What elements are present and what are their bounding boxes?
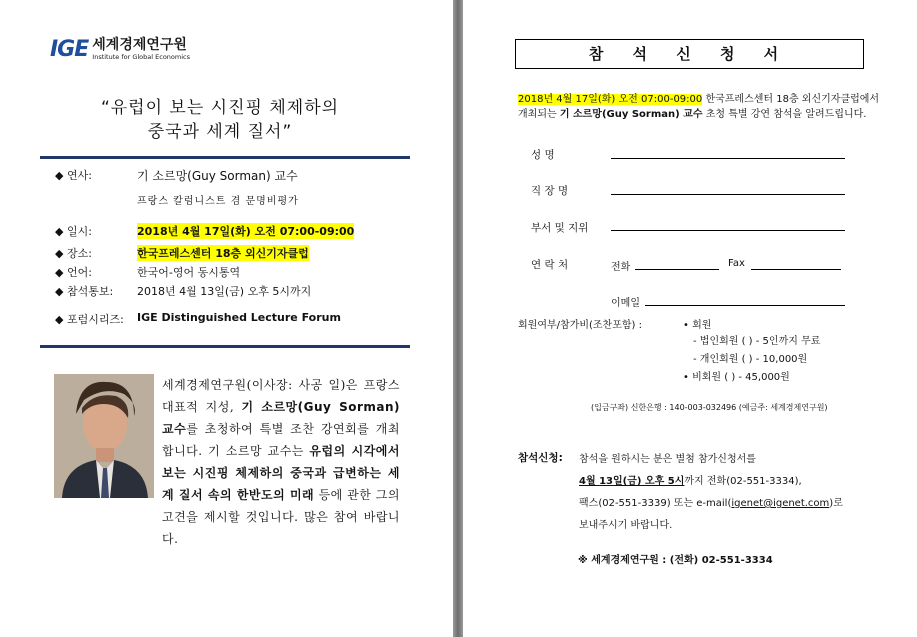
phone-label: 전화 (611, 262, 631, 273)
apply-line-3 (579, 494, 843, 509)
email-label: 이메일 (611, 298, 640, 309)
speaker-label: 연사: (66, 169, 92, 182)
title-line-2: 중국과 세계 질서” (147, 122, 293, 142)
rsvp-value: 2018년 4월 13일(금) 오후 5시까지 (137, 285, 312, 298)
name-field[interactable] (611, 158, 845, 159)
intro-speaker-bold: 기 소르망(Guy Sorman) 교수 (559, 109, 703, 120)
language-label: 언어: (66, 266, 92, 279)
apply-label: 참석신청: (518, 452, 563, 464)
intro-paragraph (162, 374, 400, 550)
speaker-name: 기 소르망(Guy Sorman) 교수 (137, 169, 298, 183)
company-label: 직 장 명 (531, 185, 569, 197)
para-part-5: 등에 관한 그의 고견을 제시할 것입니다. 많은 참여 바랍니다. (162, 488, 400, 546)
rsvp-label: 참석통보: (66, 285, 114, 298)
intro-rest-2a: 개최되는 (518, 109, 560, 120)
option-corporate: - 법인회원 ( ) - 5인까지 무료 (693, 336, 821, 347)
date-label: 일시: (66, 225, 92, 238)
top-divider (40, 156, 410, 159)
bottom-divider (40, 345, 410, 348)
place-label: 장소: (66, 247, 92, 260)
para-speaker-bold: 기 소르망(Guy Sorman) 교수 (162, 400, 400, 436)
language-value: 한국어-영어 동시통역 (137, 266, 241, 279)
apply-line-2-rest: 까지 전화(02-551-3334), (684, 476, 802, 487)
intro-rest-1: 한국프레스센터 18층 외신기자클럽에서 (702, 94, 880, 105)
apply-deadline: 4월 13일(금) 오후 5시 (579, 476, 685, 487)
email-field[interactable] (645, 305, 845, 306)
series-value: IGE Distinguished Lecture Forum (137, 311, 341, 324)
lecture-title (40, 96, 400, 144)
option-individual: - 개인회원 ( ) - 10,000원 (693, 354, 808, 365)
page-gutter (453, 0, 463, 637)
option-nonmember: • 비회원 ( ) - 45,000원 (683, 372, 790, 383)
series-label: 포럼시리즈: (66, 313, 124, 326)
speaker-title: 프랑스 칼럼니스트 겸 문명비평가 (137, 196, 299, 207)
flyer-left-page: IGE 세계경제연구원 Institute for Global Economics “유럽이 보는 시진핑 체제하의 중국과 세계 질서” ◆ 연사: 기 소르망(Guy Sorman) 교수 프랑스 칼럼니스트 겸 문명비평가 ◆ 일시: 2018년 4월 17일(화) 오전 07:00-09:00 ◆ 장소: 한국프레스센터 18층 외신기자클럽 ◆ 언어: 한국어-영어 동시통역 ◆ 참석통보: 2018년 4월 13일(금) 오후 5시까지 ◆ 포럼시리즈: IGE Distinguished Lecture Forum 세계경제연구원(이사장: 사공 일)은 프랑스 대표적 지성, 기 소르망(Guy Sorman) 교수를 초청하여 특별 조찬 강연회를 개최 합니다. 기 소르망 교수는 유럽의 시각에서 보는 시진핑 체제하의 중국과 급변하는 세계 질서 속의 한반도의 미래 등에 관한 그의 고견을 제시할 것입니다. 많은 참여 바랍니다. (0, 0, 453, 637)
application-form-page (463, 0, 917, 637)
logo-mark: IGE (50, 37, 89, 62)
place-value: 한국프레스센터 18층 외신기자클럽 (137, 247, 309, 260)
apply-line-1: 참석을 원하시는 분은 별첨 참가신청서를 (579, 454, 756, 465)
footer-contact: ※ 세계경제연구원 : (전화) 02-551-3334 (578, 555, 773, 566)
apply-line-2 (579, 472, 802, 487)
dept-field[interactable] (611, 230, 845, 231)
form-title: 참 석 신 청 서 (515, 39, 864, 69)
para-topic-bold: 유럽의 시각에서 보는 시진핑 체제하의 중국과 급변하는 세계 질서 속의 한반도의 미래 (162, 444, 400, 502)
date-value: 2018년 4월 17일(화) 오전 07:00-09:00 (137, 225, 355, 238)
fax-label: Fax (728, 258, 745, 269)
contact-label: 연 락 처 (531, 259, 569, 271)
phone-field[interactable] (635, 269, 719, 270)
apply-line-3a: 팩스(02-551-3339) 또는 e-mail( (579, 498, 732, 509)
intro-rest-2b: 초청 특별 강연 참석을 알려드립니다. (702, 109, 867, 120)
form-intro (518, 92, 888, 122)
para-part-1: 세계경제연구원(이사장: 사공 일)은 프랑스 대표적 지성, (162, 378, 400, 414)
intro-date-highlight: 2018년 4월 17일(화) 오전 07:00-09:00 (518, 94, 703, 105)
speaker-photo (54, 374, 154, 498)
option-member: • 회원 (683, 320, 712, 331)
ige-logo (50, 37, 190, 62)
dept-label: 부서 및 지위 (531, 222, 589, 234)
title-line-1: “유럽이 보는 시진핑 체제하의 (100, 98, 340, 118)
para-part-3: 를 초청하여 특별 조찬 강연회를 개최 합니다. 기 소르망 교수는 (162, 422, 400, 458)
fax-field[interactable] (751, 269, 841, 270)
apply-line-3b: )로 (829, 498, 843, 509)
email-link[interactable]: igenet@igenet.com (731, 498, 830, 509)
company-field[interactable] (611, 194, 845, 195)
logo-name-ko: 세계경제연구원 (92, 37, 187, 54)
name-label: 성 명 (531, 149, 555, 161)
apply-line-4: 보내주시기 바랍니다. (579, 520, 673, 531)
logo-name-en: Institute for Global Economics (92, 53, 190, 62)
membership-label: 회원여부/참가비(조찬포함) : (518, 320, 642, 331)
bank-account: (입금구좌) 신한은행 : 140-003-032496 (예금주: 세계경제연구원) (591, 403, 828, 412)
